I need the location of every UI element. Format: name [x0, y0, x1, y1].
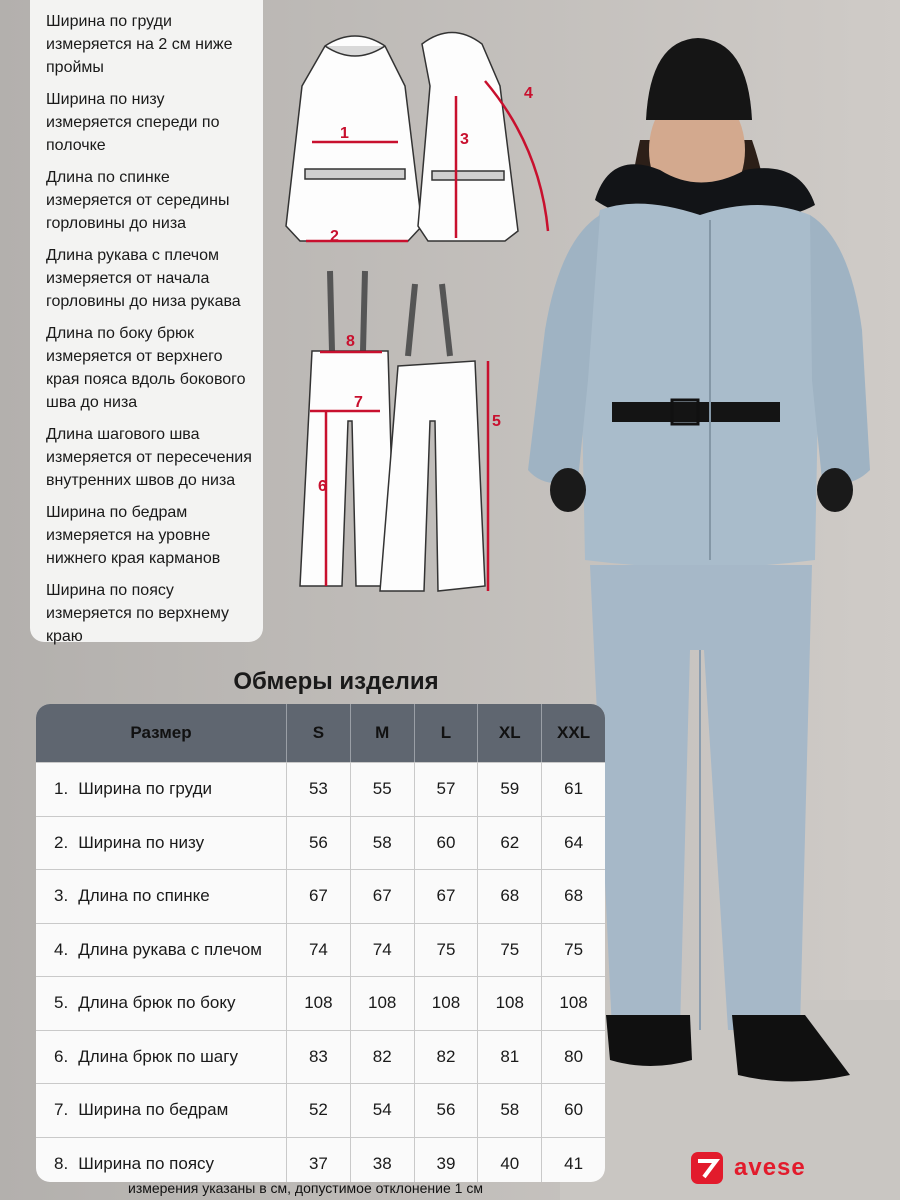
table-row	[36, 976, 605, 1030]
table-cell: 67	[350, 870, 414, 923]
table-cell: 38	[350, 1138, 414, 1183]
table-cell: 58	[350, 817, 414, 870]
table-cell: 54	[350, 1084, 414, 1137]
row-label	[36, 1138, 286, 1183]
jacket-front-sketch	[286, 36, 422, 241]
row-label	[36, 870, 286, 923]
brand-logo	[690, 1148, 860, 1188]
table-cell: 62	[477, 817, 541, 870]
footnote: измерения указаны в см, допустимое отклонение 1 см	[128, 1180, 483, 1196]
note-hem: Ширина по низу измеряется спереди по полочке	[46, 91, 220, 154]
row-label	[36, 1031, 286, 1084]
measurement-notes-panel	[30, 0, 263, 645]
header-size-s: S	[286, 704, 350, 762]
table-cell: 74	[350, 924, 414, 977]
marker-1: 1	[340, 125, 349, 142]
table-cell: 82	[350, 1031, 414, 1084]
marker-4: 4	[524, 85, 533, 102]
row-name: Длина рукава с плечом	[78, 939, 262, 959]
table-cell: 59	[477, 763, 541, 816]
table-cell: 83	[286, 1031, 350, 1084]
note-chest: Ширина по груди измеряется на 2 см ниже проймы	[46, 13, 233, 76]
pants-back-sketch	[380, 284, 485, 591]
table-cell: 67	[286, 870, 350, 923]
size-table	[36, 704, 605, 1182]
row-name: Ширина по низу	[78, 832, 205, 852]
pants-front-sketch	[300, 271, 395, 586]
row-number: 5.	[54, 993, 69, 1013]
row-number: 6.	[54, 1046, 69, 1066]
row-name: Ширина по груди	[78, 779, 212, 799]
table-cell: 75	[477, 924, 541, 977]
table-cell: 60	[541, 1084, 605, 1137]
table-cell: 64	[541, 817, 605, 870]
table-cell: 108	[414, 977, 478, 1030]
table-cell: 75	[414, 924, 478, 977]
garment-sketch-diagram	[270, 26, 570, 602]
table-cell: 108	[477, 977, 541, 1030]
header-size-l: L	[414, 704, 478, 762]
table-cell: 56	[414, 1084, 478, 1137]
table-cell: 37	[286, 1138, 350, 1183]
row-label	[36, 763, 286, 816]
row-label	[36, 817, 286, 870]
row-label	[36, 977, 286, 1030]
row-name: Ширина по поясу	[78, 1153, 215, 1173]
table-cell: 52	[286, 1084, 350, 1137]
marker-7: 7	[354, 394, 363, 411]
table-cell: 57	[414, 763, 478, 816]
table-cell: 56	[286, 817, 350, 870]
note-inseam: Длина шагового шва измеряется от пересечения внутренних швов до низа	[46, 426, 252, 489]
table-cell: 108	[541, 977, 605, 1030]
marker-5: 5	[492, 413, 501, 430]
row-number: 1.	[54, 779, 69, 799]
table-cell: 81	[477, 1031, 541, 1084]
note-back-length: Длина по спинке измеряется от середины горловины до низа	[46, 169, 230, 232]
table-cell: 80	[541, 1031, 605, 1084]
note-hips: Ширина по бедрам измеряется на уровне нижнего края карманов	[46, 504, 221, 567]
row-name: Ширина по бедрам	[78, 1100, 229, 1120]
row-number: 8.	[54, 1153, 69, 1173]
table-row	[36, 923, 605, 977]
table-row	[36, 1083, 605, 1137]
table-row	[36, 1137, 605, 1183]
table-cell: 40	[477, 1138, 541, 1183]
note-sleeve-length: Длина рукава с плечом измеряется от начала горловины до низа рукава	[46, 247, 241, 310]
table-cell: 67	[414, 870, 478, 923]
table-cell: 108	[350, 977, 414, 1030]
row-name: Длина по спинке	[78, 886, 210, 906]
row-label	[36, 1084, 286, 1137]
header-size-label: Размер	[130, 723, 192, 742]
table-row	[36, 816, 605, 870]
marker-8: 8	[346, 333, 355, 350]
size-table-body	[36, 762, 605, 1182]
header-size-m: M	[350, 704, 414, 762]
table-cell: 55	[350, 763, 414, 816]
table-cell: 58	[477, 1084, 541, 1137]
row-number: 3.	[54, 886, 69, 906]
table-cell: 53	[286, 763, 350, 816]
note-side-length: Длина по боку брюк измеряется от верхнего края пояса вдоль бокового шва до низа	[46, 325, 246, 411]
table-cell: 108	[286, 977, 350, 1030]
marker-3: 3	[460, 131, 469, 148]
table-row	[36, 869, 605, 923]
note-waist: Ширина по поясу измеряется по верхнему краю	[46, 582, 230, 645]
table-cell: 82	[414, 1031, 478, 1084]
table-cell: 68	[541, 870, 605, 923]
header-size-xxl: XXL	[541, 704, 605, 762]
table-cell: 68	[477, 870, 541, 923]
table-cell: 74	[286, 924, 350, 977]
row-number: 4.	[54, 939, 69, 959]
brand-name: avese	[734, 1154, 806, 1181]
row-label	[36, 924, 286, 977]
table-cell: 75	[541, 924, 605, 977]
header-size-xl: XL	[477, 704, 541, 762]
table-cell: 61	[541, 763, 605, 816]
table-row	[36, 1030, 605, 1084]
table-row	[36, 762, 605, 816]
table-cell: 60	[414, 817, 478, 870]
table-cell: 41	[541, 1138, 605, 1183]
row-name: Длина брюк по боку	[78, 993, 236, 1013]
marker-6: 6	[318, 478, 327, 495]
size-table-header	[36, 704, 605, 762]
table-title: Обмеры изделия	[233, 668, 439, 695]
table-cell: 39	[414, 1138, 478, 1183]
row-number: 7.	[54, 1100, 69, 1120]
marker-2: 2	[330, 228, 339, 245]
row-name: Длина брюк по шагу	[78, 1046, 238, 1066]
brand-logo-mark-icon	[690, 1151, 724, 1185]
row-number: 2.	[54, 832, 69, 852]
